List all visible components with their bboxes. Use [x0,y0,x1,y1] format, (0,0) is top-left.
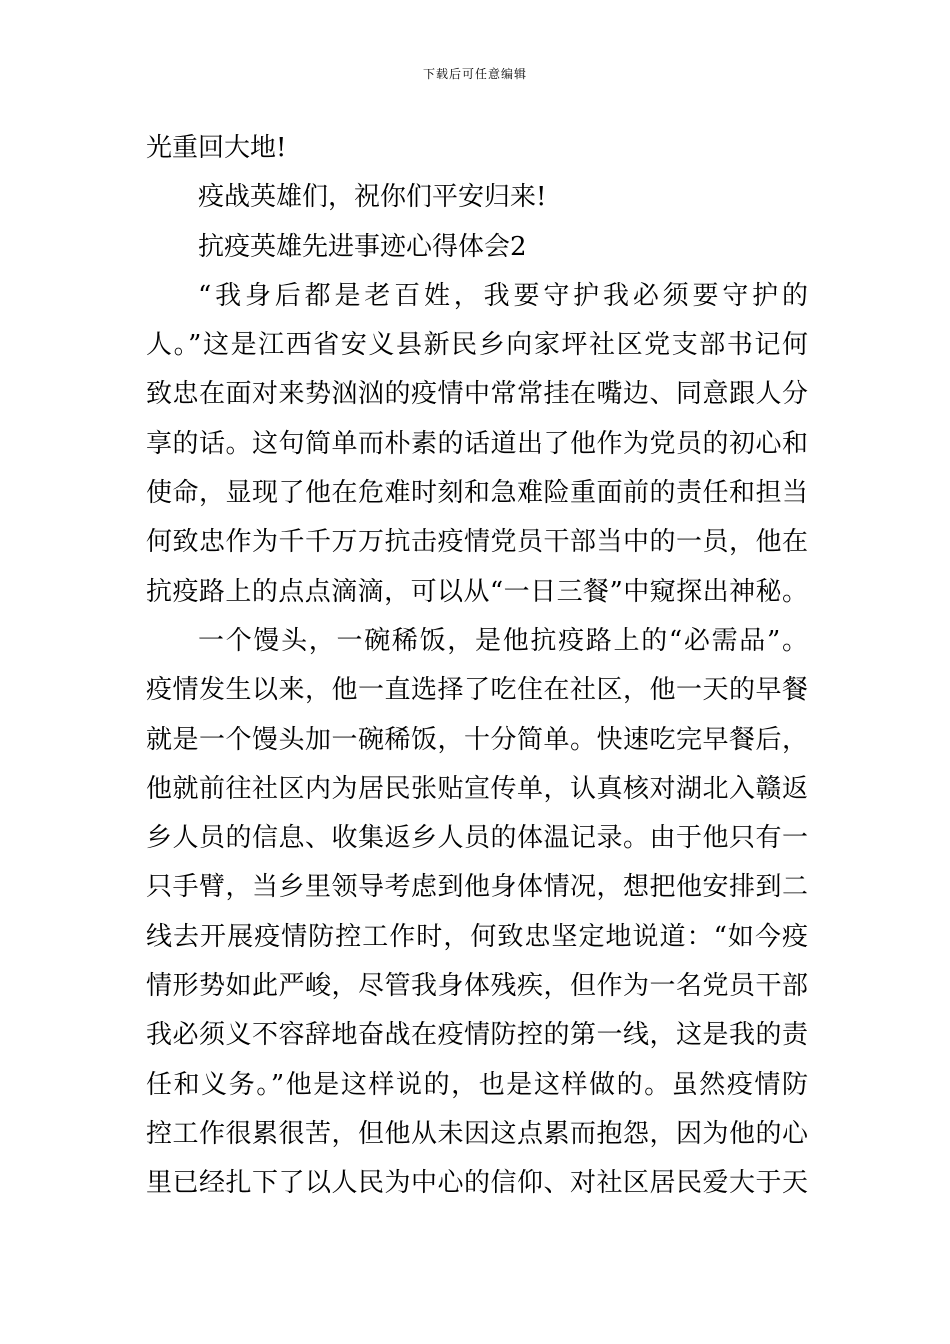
text-line: 一个馒头，一碗稀饭，是他抗疫路上的“必需品”。 [198,625,808,656]
body-text [146,124,808,1209]
text-line: 何致忠作为千千万万抗击疫情党员干部当中的一员，他在 [146,527,808,558]
text-line: 线去开展疫情防控工作时，何致忠坚定地说道：“如今疫 [146,921,808,952]
page-header: 下载后可任意编辑 [422,67,527,81]
text-line: 人。”这是江西省安义县新民乡向家坪社区党支部书记何 [146,330,808,361]
text-line: 乡人员的信息、收集返乡人员的体温记录。由于他只有一 [146,823,808,854]
text-line: 致忠在面对来势汹汹的疫情中常常挂在嘴边、同意跟人分 [146,379,808,410]
text-line: “我身后都是老百姓，我要守护我必须要守护的 [198,280,808,311]
text-line: 控工作很累很苦，但他从未因这点累而抱怨，因为他的心 [146,1118,808,1149]
text-line: 就是一个馒头加一碗稀饭，十分简单。快速吃完早餐后， [146,724,808,755]
text-line: 光重回大地! [146,133,287,163]
text-line: 疫情发生以来，他一直选择了吃住在社区，他一天的早餐 [146,675,808,706]
text-line: 我必须义不容辞地奋战在疫情防控的第一线，这是我的责 [146,1020,808,1051]
text-line: 任和义务。”他是这样说的，也是这样做的。虽然疫情防 [146,1069,808,1100]
text-line: 享的话。这句简单而朴素的话道出了他作为党员的初心和 [146,428,808,459]
text-line: 情形势如此严峻，尽管我身体残疾，但作为一名党员干部 [146,971,808,1002]
text-line: 只手臂，当乡里领导考虑到他身体情况，想把他安排到二 [146,872,808,903]
text-line: 里已经扎下了以人民为中心的信仰、对社区居民爱大于天 [146,1168,808,1199]
text-line: 他就前往社区内为居民张贴宣传单，认真核对湖北入赣返 [146,773,808,804]
text-line: 使命，显现了他在危难时刻和急难险重面前的责任和担当 [146,478,808,509]
text-line: 抗疫路上的点点滴滴，可以从“一日三餐”中窥探出神秘。 [146,576,808,607]
section-heading: 抗疫英雄先进事迹心得体会2 [198,231,527,262]
text-line: 疫战英雄们，祝你们平安归来! [198,182,547,213]
